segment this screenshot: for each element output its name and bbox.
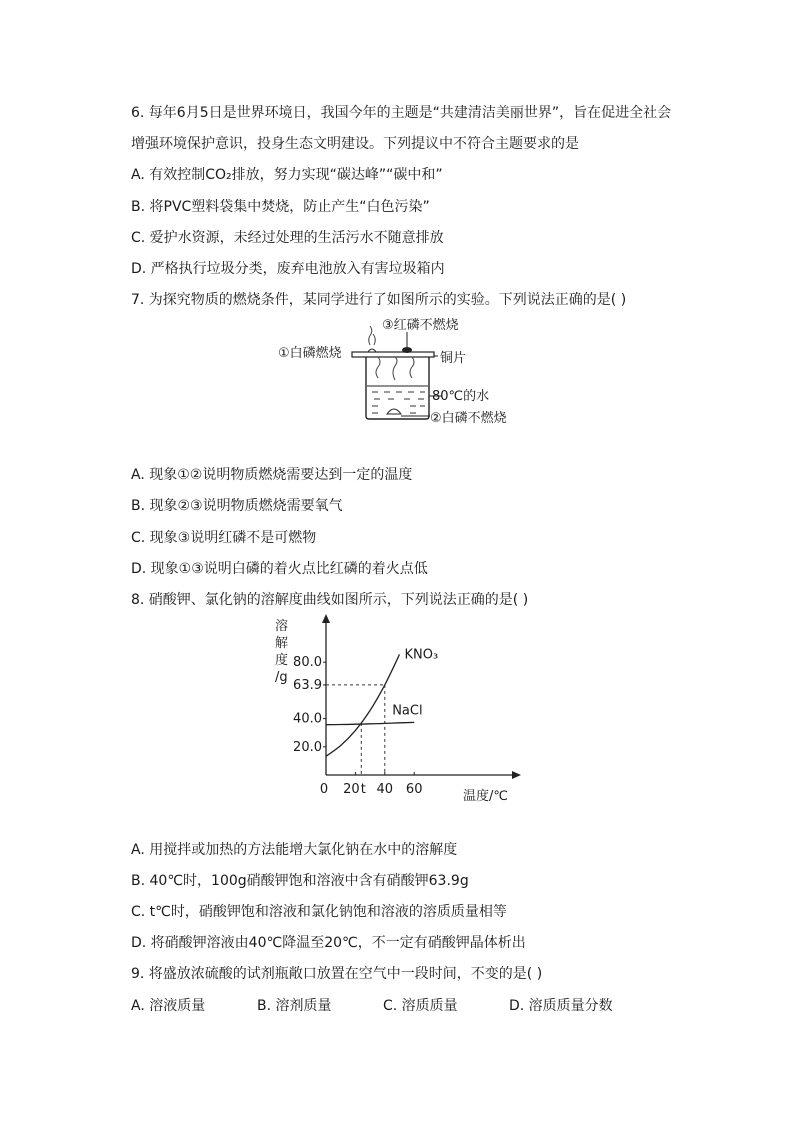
- ylabel-char-4: /g: [275, 670, 288, 685]
- q7-experiment-figure: [270, 312, 540, 432]
- q8-option-b: B. 40℃时，100g硝酸钾饱和溶液中含有硝酸钾63.9g: [131, 873, 469, 889]
- label-white-phosphorus-no: ②白磷不燃烧: [430, 411, 507, 426]
- q9-option-c: C. 溶质质量: [383, 998, 458, 1014]
- solubility-chart: [265, 610, 535, 810]
- q8-option-d: D. 将硝酸钾溶液由40℃降温至20℃，不一定有硝酸钾晶体析出: [131, 935, 526, 951]
- q6-option-d: D. 严格执行垃圾分类，废弃电池放入有害垃圾箱内: [131, 261, 445, 277]
- q8-stem: 8. 硝酸钾、氯化钠的溶解度曲线如图所示，下列说法正确的是( ): [131, 592, 529, 608]
- q8-option-c: C. t℃时，硝酸钾饱和溶液和氯化钠饱和溶液的溶质质量相等: [131, 904, 507, 920]
- y-tick-label-63.9: 63.9: [293, 677, 322, 693]
- series-label-nacl: NaCl: [392, 703, 423, 719]
- ylabel-char-1: 溶: [275, 619, 289, 634]
- ylabel-char-2: 解: [275, 636, 289, 651]
- y-tick-label-20.0: 20.0: [293, 739, 322, 755]
- q9-stem: 9. 将盛放浓硫酸的试剂瓶敞口放置在空气中一段时间，不变的是( ): [131, 966, 543, 982]
- q7-option-b: B. 现象②③说明物质燃烧需要氧气: [131, 498, 343, 514]
- q9-option-a: A. 溶液质量: [131, 998, 206, 1014]
- x-tick-label-40: 40: [376, 782, 394, 797]
- q6-stem-line1: 6. 每年6月5日是世界环境日，我国今年的主题是“共建清洁美丽世界”，旨在促进全社会: [131, 105, 672, 121]
- x-tick-label-0: 0: [319, 782, 329, 797]
- red-phosphorus: [402, 347, 412, 353]
- copper-plate: [352, 352, 434, 357]
- white-phosphorus-burning: [368, 349, 376, 352]
- q7-option-c: C. 现象③说明红磷不是可燃物: [131, 530, 317, 546]
- y-tick-label-40.0: 40.0: [293, 711, 322, 727]
- label-white-phosphorus-burning: ①白磷燃烧: [278, 346, 342, 361]
- label-red-phosphorus: ③红磷不燃烧: [382, 318, 459, 333]
- q9-option-d: D. 溶质质量分数: [509, 998, 613, 1014]
- x-tick-label-60: 60: [405, 782, 423, 797]
- q6-stem-line2: 增强环境保护意识，投身生态文明建设。下列提议中不符合主题要求的是: [131, 136, 579, 152]
- q6-option-c: C. 爱护水资源，未经过处理的生活污水不随意排放: [131, 230, 444, 246]
- ylabel-char-3: 度: [275, 653, 289, 668]
- x-tick-label-t: t: [360, 782, 366, 797]
- q8-option-a: A. 用搅拌或加热的方法能增大氯化钠在水中的溶解度: [131, 842, 458, 858]
- q7-option-a: A. 现象①②说明物质燃烧需要达到一定的温度: [131, 467, 413, 483]
- series-label-kno3: KNO₃: [404, 647, 439, 663]
- label-water: 80℃的水: [432, 389, 490, 404]
- q9-option-b: B. 溶剂质量: [257, 998, 332, 1014]
- series-line-nacl: [326, 722, 414, 724]
- q7-option-d: D. 现象①③说明白磷的着火点比红磷的着火点低: [131, 561, 428, 577]
- x-tick-label-20: 20: [343, 782, 360, 797]
- q9-options-row: [131, 996, 635, 1016]
- white-phosphorus-in-water: [387, 409, 401, 414]
- y-tick-label-80.0: 80.0: [293, 655, 322, 671]
- label-copper: 铜片: [440, 351, 467, 366]
- x-axis-label: 温度/℃: [463, 789, 508, 804]
- series-line-kno3: [326, 654, 400, 756]
- q6-option-a: A. 有效控制CO₂排放，努力实现“碳达峰”“碳中和”: [131, 167, 443, 183]
- q6-option-b: B. 将PVC塑料袋集中焚烧，防止产生“白色污染”: [131, 199, 430, 215]
- q7-stem: 7. 为探究物质的燃烧条件，某同学进行了如图所示的实验。下列说法正确的是( ): [131, 292, 627, 308]
